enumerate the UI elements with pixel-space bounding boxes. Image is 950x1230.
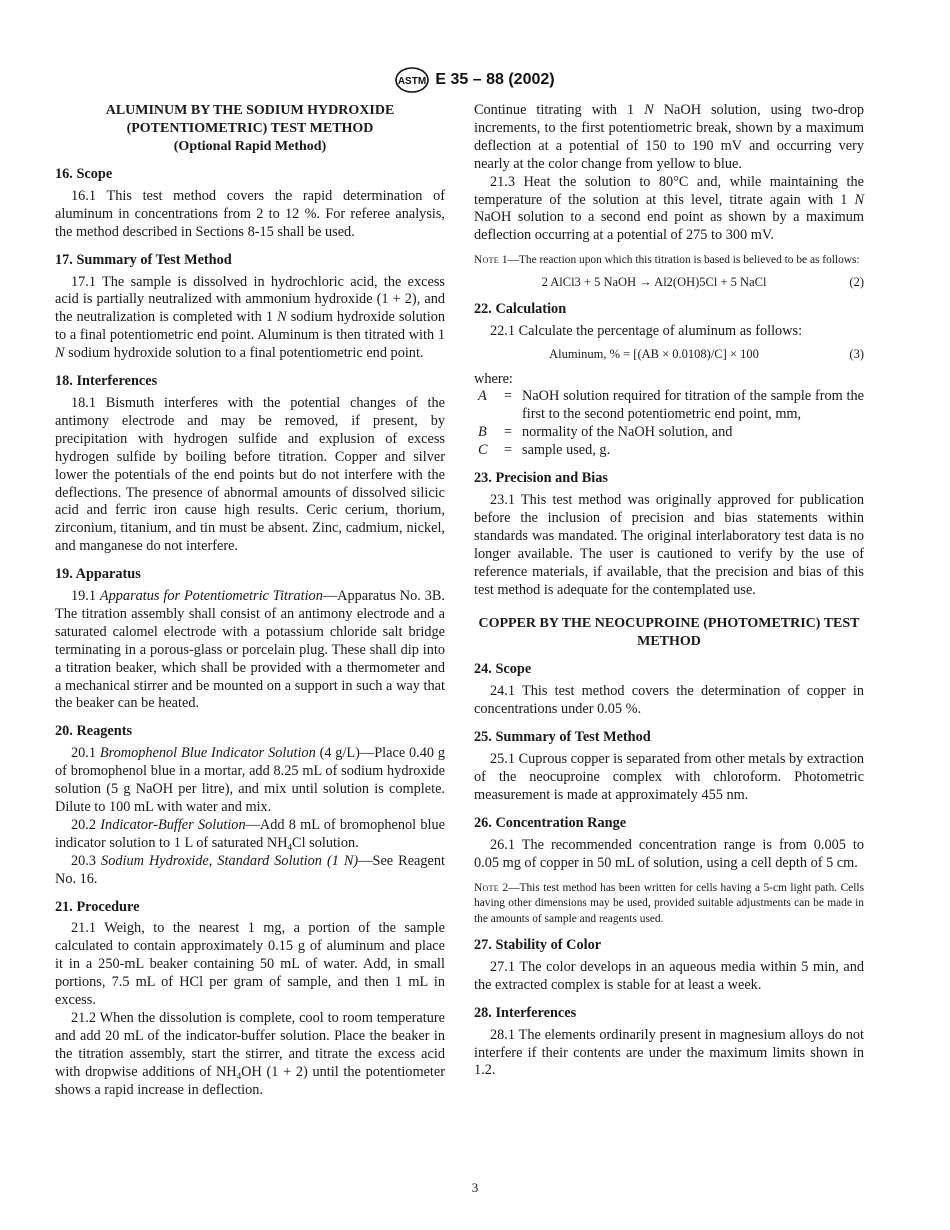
para-21-3 <box>474 174 864 246</box>
method-title: ALUMINUM BY THE SODIUM HYDROXIDE (POTENTIOMETRIC) TEST METHOD <box>105 103 395 136</box>
section-19-title: 19. Apparatus <box>55 566 141 583</box>
logo-text: ASTM <box>398 76 427 87</box>
method-2-title: COPPER BY THE NEOCUPROINE (PHOTOMETRIC) TEST METHOD <box>478 616 860 650</box>
para-20-3 <box>55 853 445 889</box>
para-20-1 <box>55 745 445 817</box>
text-run: 17.1 The sample is dissolved in hydrochloric acid, the excess acid is partially neutralized with ammonium hydroxide (1 + 2), and the neutralization is completed with 1 <box>55 273 445 326</box>
text-run: OH (1 + 2) until the potentiometer shows a rapid increase in deflection. <box>55 1063 445 1098</box>
variable-equals: = <box>504 424 513 441</box>
para-25-1: 25.1 Cuprous copper is separated from other metals by extraction of the neocuproine complex with chloroform. Photometric measurement is made at approximately 455 nm. <box>474 751 864 803</box>
note-label: Note <box>474 254 499 267</box>
astm-logo-icon <box>395 67 429 93</box>
method-heading <box>55 102 445 156</box>
text-run: —See Reagent No. 16. <box>55 852 446 887</box>
para-27-1: 27.1 The color develops in an aqueous media within 5 min, and the extracted complex is stable for at least a week. <box>474 958 864 993</box>
text-run: 20.2 <box>71 816 101 833</box>
variable-equals: = <box>504 442 513 459</box>
section-20-title: 20. Reagents <box>55 723 133 740</box>
italic-run: Bromophenol Blue Indicator Solution <box>99 745 316 762</box>
variable-row <box>474 388 864 424</box>
equation-2 <box>474 273 864 291</box>
para-21-2-continued <box>474 102 864 174</box>
equation-3-number: (3) <box>849 346 864 361</box>
variable-definition: NaOH solution required for titration of the sample from the first to the second potentiometric end point, mm, <box>522 388 864 423</box>
variable-definition: normality of the NaOH solution, and <box>522 424 733 441</box>
text-run: (4 g/L)—Place 0.40 g of bromophenol blue in a mortar, add 8.25 mL of sodium hydroxide solution (5 g NaOH per litre), and mix until solution is complete. Dilute to 100 mL with water and mix. <box>55 745 446 815</box>
para-16-1: 16.1 This test method covers the rapid determination of aluminum in concentrations from 2 to 12 %. For referee analysis, the method described in Sections 8-15 shall be used. <box>55 187 445 240</box>
variable-list <box>474 388 864 460</box>
section-26-title: 26. Concentration Range <box>474 814 627 831</box>
section-25-title: 25. Summary of Test Method <box>474 729 651 746</box>
where-label: where: <box>474 370 513 387</box>
para-28-1: 28.1 The elements ordinarily present in magnesium alloys do not interfere if their contents are under the maximum limits shown in 1.2. <box>474 1026 864 1079</box>
text-run: NaOH solution to a second end point as shown by a maximum deflection occurring at a potential of 275 to 300 mV. <box>474 209 864 244</box>
para-21-2 <box>55 1010 445 1100</box>
variable-definition: sample used, g. <box>522 442 611 459</box>
section-21-title: 21. Procedure <box>55 898 140 915</box>
italic-run: Apparatus for Potentiometric Titration <box>99 588 323 605</box>
section-22-title: 22. Calculation <box>474 300 567 317</box>
text-run: Continue titrating with 1 <box>474 102 645 118</box>
italic-run: Indicator-Buffer Solution <box>100 816 246 833</box>
italic-run: N <box>55 345 65 362</box>
text-run: 20.3 <box>71 852 102 869</box>
text-run: sodium hydroxide solution to a final potentiometric end point. Aluminum is then titrated with 1 <box>55 309 445 344</box>
note-text: 2—This test method has been written for cells having a 5-cm light path. Cells having other dimensions may be used, provided suitable adjustments can be made in the amounts of sample and reagents used. <box>474 881 864 925</box>
method-subtitle: (Optional Rapid Method) <box>173 139 327 154</box>
para-21-1: 21.1 Weigh, to the nearest 1 mg, a portion of the sample calculated to contain approximately 0.15 g of aluminum and place it in a 250-mL beaker containing 50 mL of water. Add, in small portions, 7.5 mL of HCl per gram of sample, and then 1 mL in excess. <box>55 920 445 1009</box>
section-17-title: 17. Summary of Test Method <box>55 251 232 268</box>
page-number: 3 <box>471 1180 479 1195</box>
note-text: 1—The reaction upon which this titration is based is believed to be as follows: <box>498 254 860 267</box>
para-18-1: 18.1 Bismuth interferes with the potential changes of the antimony electrode and may be removed, if present, by precipitation with hydrogen sulfide and explusion of excess hydrogen sulfide by boiling before titration. Copper and silver lower the potentials of the end points but do not interfere with the deflections. The presence of abnormal amounts of dissolved silicic acid and ferric iron cause high results. Ceric cerium, thorium, zirconium, titanium, and tin must be absent. Zinc, cadmium, nickel, and manganese do not interfere. <box>55 394 445 555</box>
variable-row <box>474 442 864 460</box>
right-column <box>474 102 864 1080</box>
section-27-title: 27. Stability of Color <box>474 937 602 953</box>
para-22-1: 22.1 Calculate the percentage of aluminum as follows: <box>490 322 803 339</box>
text-run: —Apparatus No. 3B. The titration assembly shall consist of an antimony electrode and a saturated calomel electrode with a potassium chloride salt bridge terminating in a porous-glass or porcelain plug. These shall dip into a titration beaker, which shall be provided with a thermometer and a mechanical stirrer and be mounted on a support in such a way that the beaker can be heated. <box>55 588 445 712</box>
section-28-title: 28. Interferences <box>474 1004 577 1021</box>
para-26-1: 26.1 The recommended concentration range is from 0.005 to 0.05 mg of copper in 50 mL of solution, using a cell depth of 5 cm. <box>474 836 864 871</box>
para-19-1 <box>55 588 445 713</box>
italic-run: N <box>277 309 287 326</box>
italic-run: Sodium Hydroxide, Standard Solution (1 N) <box>101 852 359 869</box>
equation-2-number: (2) <box>849 274 864 289</box>
text-run: —Add 8 mL of bromophenol blue indicator solution to 1 L of saturated NH <box>55 816 446 851</box>
section-23-title: 23. Precision and Bias <box>474 470 608 487</box>
text-run: 20.1 <box>71 745 100 762</box>
equation-3 <box>474 345 864 363</box>
text-run: 21.2 When the dissolution is complete, cool to room temperature and add 20 mL of the indicator-buffer solution. Place the beaker in the titration assembly, start the stirrer, and titrate the excess acid with dropwise additions of NH <box>55 1009 445 1080</box>
para-24-1: 24.1 This test method covers the determination of copper in concentrations under 0.05 %. <box>474 683 864 718</box>
text-run: 21.3 Heat the solution to 80°C and, while maintaining the temperature of the solution at this level, titrate again with 1 <box>474 173 864 208</box>
italic-run: N <box>854 191 864 208</box>
left-column <box>55 102 445 1100</box>
variable-row <box>474 424 864 442</box>
para-17-1 <box>55 274 445 364</box>
section-16-title: 16. Scope <box>55 166 113 182</box>
note-1 <box>474 253 864 269</box>
note-2 <box>474 881 864 928</box>
document-designation: E 35 – 88 (2002) <box>435 71 555 88</box>
equation-2-body: 2 AlCl3 + 5 NaOH → Al2(OH)5Cl + 5 NaCl <box>541 274 767 289</box>
page-header <box>0 66 950 94</box>
para-20-2 <box>55 817 445 853</box>
para-23-1: 23.1 This test method was originally approved for publication before the inclusion of precision and bias statements within standards was mandated. The original interlaboratory test data is no longer available. The user is cautioned to verify by the use of reference materials, if available, that the precision and bias of this test method is adequate for the contemplated use. <box>474 492 864 598</box>
equation-3-body: Aluminum, % = [(AB × 0.0108)/C] × 100 <box>549 346 759 361</box>
text-run: sodium hydroxide solution to a final potentiometric end point. <box>64 345 424 362</box>
variable-equals: = <box>504 388 513 405</box>
variable-symbol: B <box>478 424 487 441</box>
variable-symbol: C <box>478 442 488 459</box>
note-label: Note <box>474 881 499 894</box>
italic-run: N <box>644 102 654 118</box>
section-24-title: 24. Scope <box>474 661 532 678</box>
text-run: Cl solution. <box>292 834 359 851</box>
variable-symbol: A <box>478 388 487 405</box>
section-18-title: 18. Interferences <box>55 373 158 390</box>
subscript: 4 <box>236 1070 242 1081</box>
subscript: 4 <box>287 841 293 852</box>
text-run: 19.1 <box>71 588 100 605</box>
text-run: NaOH solution, using two-drop increments, to the first potentiometric break, shown by a maximum deflection at a potential of 150 to 190 mV and occurring very nearly at the color change from yellow to blue. <box>474 102 864 172</box>
